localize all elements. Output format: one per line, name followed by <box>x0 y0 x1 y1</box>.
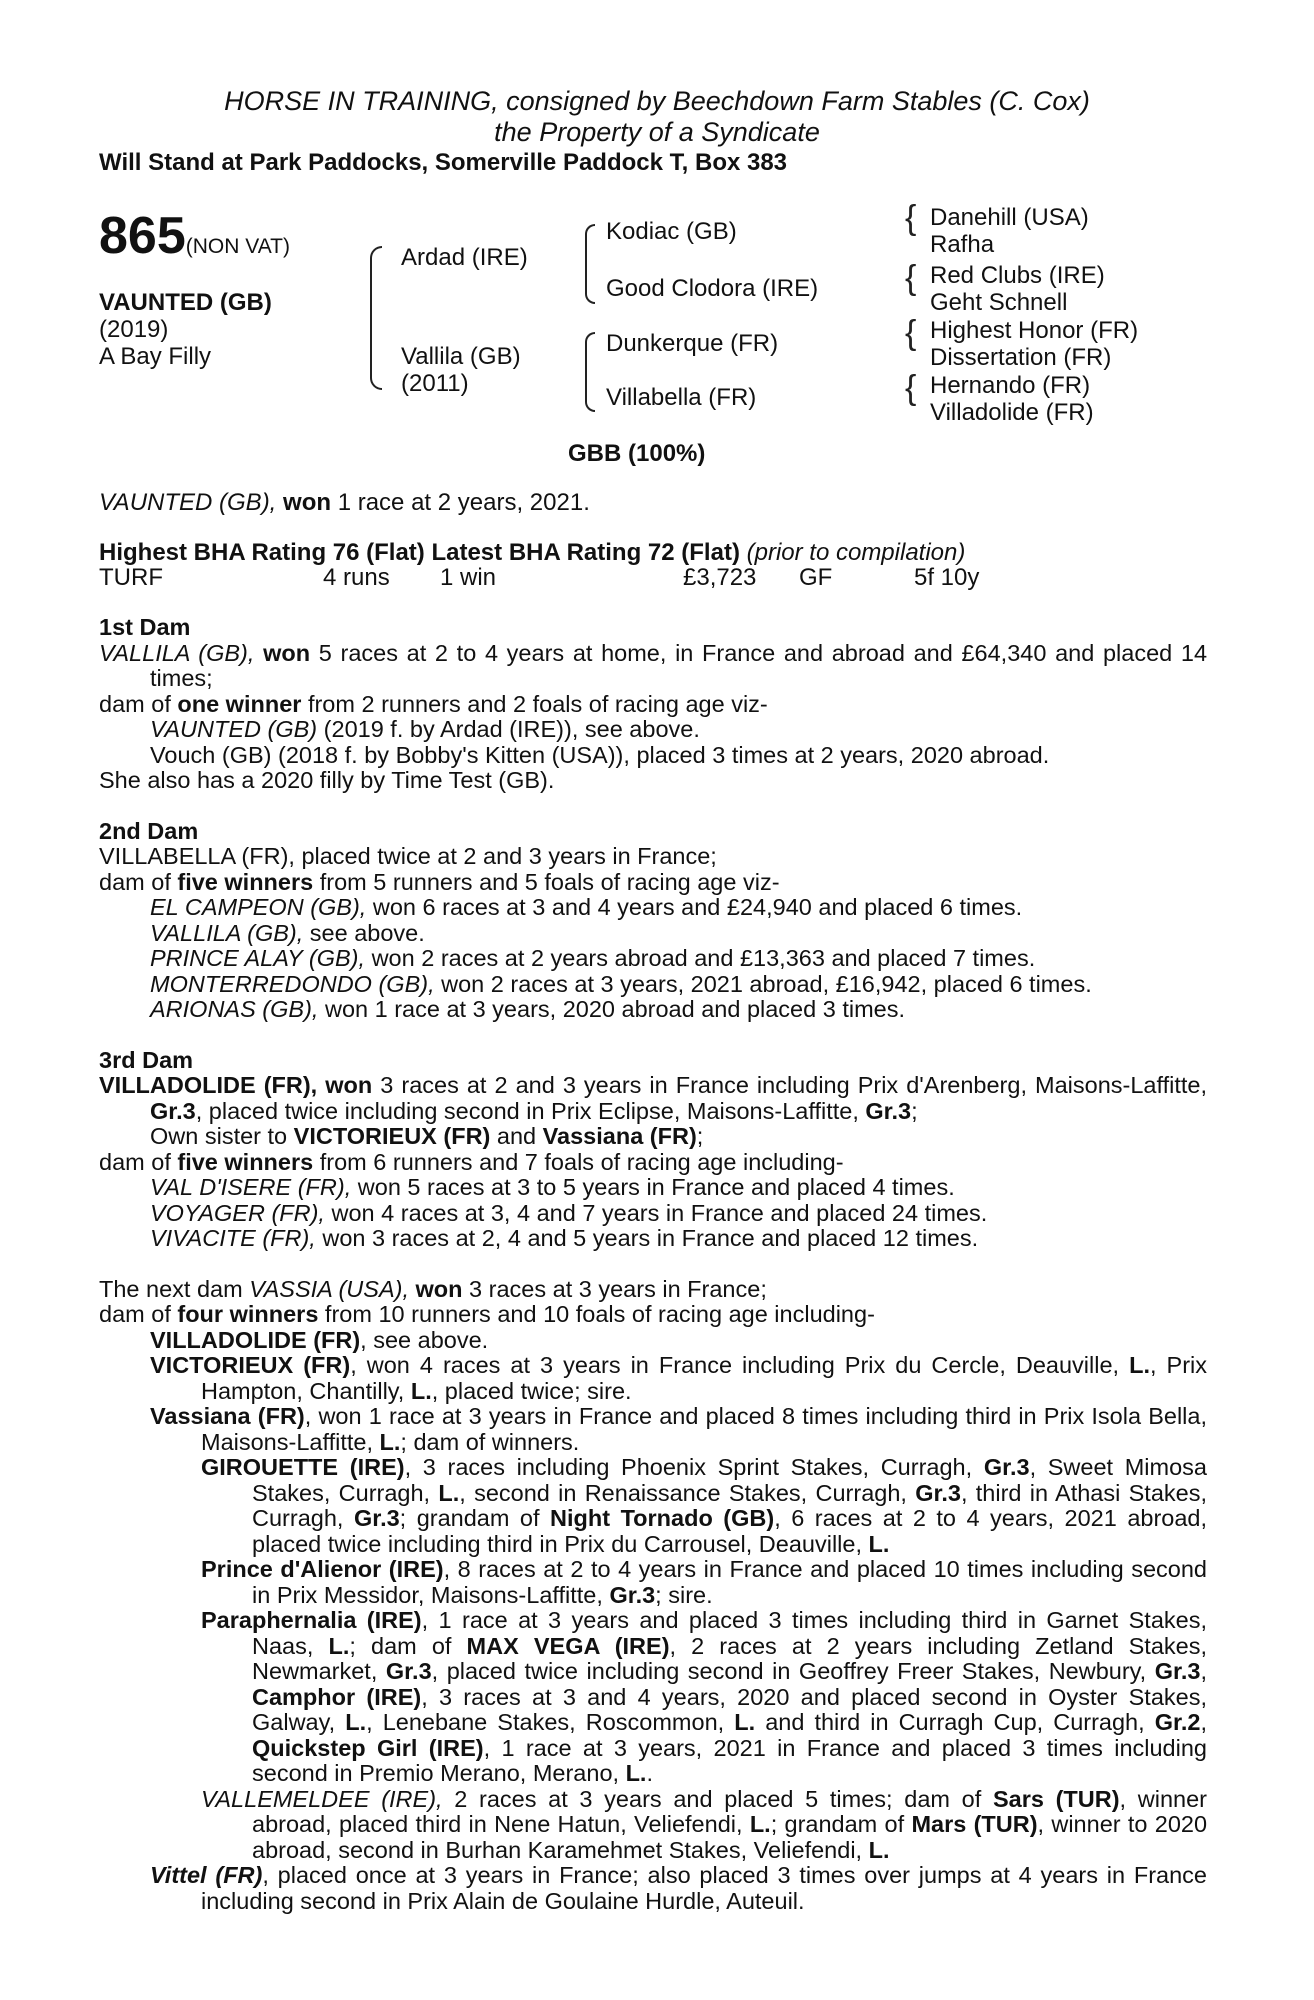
second-dam-produce: dam of five winners from 5 runners and 5 foals of racing age viz- <box>99 868 780 895</box>
second-dam-foal-3: PRINCE ALAY (GB), won 2 races at 2 years abroad and £13,363 and placed 7 times. <box>150 945 1036 971</box>
second-dam-record: VILLABELLA (FR), placed twice at 2 and 3 years in France; <box>99 843 717 869</box>
next-dam-foal-2: VICTORIEUX (FR), won 4 races at 3 years in France including Prix du Cercle, Deauville, L., Prix Hampton, Chantilly, L., placed twice; sire. <box>150 1352 1207 1404</box>
grandchild-prince-dalienor: Prince d'Alienor (IRE), 8 races at 2 to 4 years in France and placed 10 times including second in Prix Messidor, Maisons-Laffitte, Gr.3; sire. <box>201 1556 1207 1608</box>
second-dam-foal-4: MONTERREDONDO (GB), won 2 races at 3 years, 2021 abroad, £16,942, placed 6 times. <box>150 970 1092 997</box>
first-dam-record: VALLILA (GB), won 5 races at 2 to 4 years at home, in France and abroad and £64,340 and placed 14 times; <box>99 639 1208 691</box>
first-dam-produce: dam of one winner from 2 runners and 2 foals of racing age viz- <box>99 690 768 717</box>
horse-name: VAUNTED (GB) <box>99 289 272 316</box>
gbb-rating: GBB (100%) <box>568 440 706 467</box>
rating-prize: £3,723 <box>683 564 757 591</box>
rating-going: GF <box>799 564 833 591</box>
third-dam-heading: 3rd Dam <box>99 1046 194 1073</box>
third-dam-produce: dam of five winners from 6 runners and 7 foals of racing age including- <box>99 1148 844 1175</box>
pedigree-sire-sire: Kodiac (GB) <box>606 218 737 245</box>
pedigree-sire: Ardad (IRE) <box>401 244 528 271</box>
grandchild-vallemeldee: VALLEMELDEE (IRE), 2 races at 3 years and placed 5 times; dam of Sars (TUR), winner abroad, placed third in Nene Hatun, Veliefendi, L.; grandam of Mars (TUR), winner to 2020 abroad, second in Burhan Karamehmet Stakes, Veliefendi, L. <box>201 1785 1208 1863</box>
rating-surface: TURF <box>99 564 163 591</box>
family-details <box>99 615 1207 1914</box>
pedigree-dam: Vallila (GB) <box>401 343 521 370</box>
rating-distance: 5f 10y <box>914 564 980 591</box>
next-dam-record: The next dam VASSIA (USA), won 3 races at 3 years in France; <box>99 1275 767 1302</box>
pedigree-brace-1: { <box>905 199 917 237</box>
pedigree-dam-year: (2011) <box>401 370 469 397</box>
second-dam-foal-5: ARIONAS (GB), won 1 race at 3 years, 2020 abroad and placed 3 times. <box>150 996 905 1022</box>
third-dam-record: VILLADOLIDE (FR), won 3 races at 2 and 3 years in France including Prix d'Arenberg, Maisons-Laffitte, Gr.3, placed twice including second in Prix Eclipse, Maisons-Laffitte, Gr.3; <box>99 1072 1207 1124</box>
third-dam-foal-2: VOYAGER (FR), won 4 races at 3, 4 and 7 years in France and placed 24 times. <box>150 1199 988 1226</box>
next-dam-foal-1: VILLADOLIDE (FR), see above. <box>150 1326 489 1353</box>
pedigree-dam-sire: Dunkerque (FR) <box>606 330 779 357</box>
first-dam-foal-2: Vouch (GB) (2018 f. by Bobby's Kitten (USA)), placed 3 times at 2 years, 2020 abroad. <box>150 741 1050 768</box>
pedigree-brace-2: { <box>905 259 917 297</box>
pedigree-gen3-2: Rafha <box>930 231 995 258</box>
pedigree-bracket-dam <box>585 332 595 412</box>
third-dam-sister: Own sister to VICTORIEUX (FR) and Vassiana (FR); <box>150 1123 704 1149</box>
header-line-1: HORSE IN TRAINING, consigned by Beechdown Farm Stables (C. Cox) <box>224 86 1090 116</box>
second-dam-heading: 2nd Dam <box>99 817 199 844</box>
third-dam-foal-3: VIVACITE (FR), won 3 races at 2, 4 and 5 years in France and placed 12 times. <box>150 1225 979 1251</box>
third-dam-foal-1: VAL D'ISERE (FR), won 5 races at 3 to 5 years in France and placed 4 times. <box>150 1174 955 1200</box>
first-dam-note: She also has a 2020 filly by Time Test (GB). <box>99 767 555 793</box>
pedigree-bracket-main <box>370 246 382 390</box>
header-line-2: the Property of a Syndicate <box>494 117 820 147</box>
pedigree-gen3-7: Hernando (FR) <box>930 372 1091 399</box>
pedigree-bracket-sire <box>585 224 595 304</box>
pedigree-gen3-5: Highest Honor (FR) <box>930 317 1139 344</box>
next-dam-produce: dam of four winners from 10 runners and 10 foals of racing age including- <box>99 1301 875 1327</box>
pedigree-sire-dam: Good Clodora (IRE) <box>606 275 819 302</box>
race-summary: VAUNTED (GB), won 1 race at 2 years, 2021. <box>99 489 590 516</box>
pedigree-gen3-4: Geht Schnell <box>930 289 1068 316</box>
pedigree-gen3-1: Danehill (USA) <box>930 204 1089 231</box>
first-dam-heading: 1st Dam <box>99 614 191 640</box>
grandchild-girouette: GIROUETTE (IRE), 3 races including Phoenix Sprint Stakes, Curragh, Gr.3, Sweet Mimosa Stakes, Curragh, L., second in Renaissance Stakes, Curragh, Gr.3, third in Athasi Stakes, Curragh, Gr.3; grandam of Night Tornado (GB), 6 races at 2 to 4 years, 2021 abroad, placed twice including third in Prix du Carrousel, Deauville, L. <box>201 1454 1208 1557</box>
header-line-3: Will Stand at Park Paddocks, Somerville Paddock T, Box 383 <box>99 149 788 176</box>
grandchild-paraphernalia: Paraphernalia (IRE), 1 race at 3 years and placed 3 times including third in Garnet Stakes, Naas, L.; dam of MAX VEGA (IRE), 2 races at 2 years including Zetland Stakes, Newmarket, Gr.3, placed twice including second in Geoffrey Freer Stakes, Newbury, Gr.3, Camphor (IRE), 3 races at 3 and 4 years, 2020 and placed second in Oyster Stakes, Galway, L., Lenebane Stakes, Roscommon, L. and third in Curragh Cup, Curragh, Gr.2, Quickstep Girl (IRE), 1 race at 3 years, 2021 in France and placed 3 times including second in Premio Merano, Merano, L.. <box>201 1607 1208 1786</box>
bha-rating: Highest BHA Rating 76 (Flat) Latest BHA Rating 72 (Flat) (prior to compilation) <box>99 539 966 566</box>
pedigree-gen3-8: Villadolide (FR) <box>930 399 1094 426</box>
first-dam-foal-1: VAUNTED (GB) (2019 f. by Ardad (IRE)), see above. <box>150 716 700 742</box>
pedigree-dam-dam: Villabella (FR) <box>606 384 757 411</box>
lot-number: 865(NON VAT) <box>99 207 290 265</box>
next-dam-foal-4: Vittel (FR), placed once at 3 years in France; also placed 3 times over jumps at 4 years in France including second in Prix Alain de Goulaine Hurdle, Auteuil. <box>150 1862 1208 1914</box>
second-dam-foal-2: VALLILA (GB), see above. <box>150 919 425 946</box>
vat-status: (NON VAT) <box>185 235 290 258</box>
second-dam-foal-1: EL CAMPEON (GB), won 6 races at 3 and 4 years and £24,940 and placed 6 times. <box>150 894 1023 920</box>
pedigree-gen3-3: Red Clubs (IRE) <box>930 262 1105 289</box>
rating-runs: 4 runs <box>323 564 390 591</box>
pedigree-brace-3: { <box>905 314 917 352</box>
rating-wins: 1 win <box>440 564 497 591</box>
horse-description: A Bay Filly <box>99 343 212 370</box>
pedigree-brace-4: { <box>905 369 917 407</box>
horse-year: (2019) <box>99 316 169 343</box>
pedigree-gen3-6: Dissertation (FR) <box>930 344 1112 371</box>
next-dam-foal-3: Vassiana (FR), won 1 race at 3 years in France and placed 8 times including third in Prix Isola Bella, Maisons-Laffitte, L.; dam of winners. <box>150 1403 1207 1455</box>
